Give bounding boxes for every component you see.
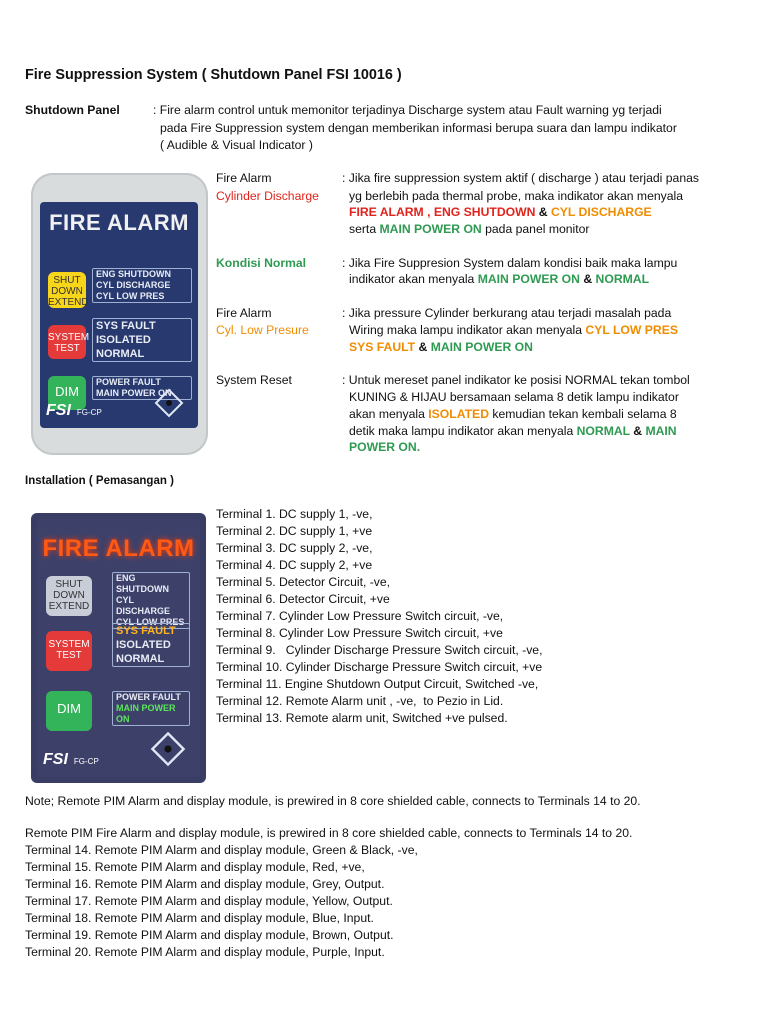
cond3-line-3: SYS FAULT & MAIN POWER ON [349, 340, 533, 354]
shutdown-extend-button-lit: SHUT DOWN EXTEND [46, 576, 92, 616]
led-power-fault: POWER FAULT [96, 377, 161, 387]
led-cyl-low-pres-lit: CYL LOW PRES [116, 617, 185, 627]
remote-terminal-item: Terminal 19. Remote PIM Alarm and display module, Brown, Output. [25, 928, 394, 942]
remote-terminal-item: Terminal 15. Remote PIM Alarm and display module, Red, +ve, [25, 860, 365, 874]
cond3-line-1: : Jika pressure Cylinder berkurang atau terjadi masalah pada [342, 306, 672, 320]
terminal-item: Terminal 10. Cylinder Discharge Pressure Switch circuit, +ve [216, 660, 543, 674]
led-normal-lit: NORMAL [116, 653, 165, 665]
led-cyl-low-pres: CYL LOW PRES [96, 291, 165, 301]
panel-photo-cased [31, 173, 208, 455]
terminal-item: Terminal 1. DC supply 1, -ve, [216, 507, 373, 521]
led-normal: NORMAL [96, 348, 145, 360]
terminal-item: Terminal 4. DC supply 2, +ve [216, 558, 373, 572]
shutdown-panel-line-2: pada Fire Suppression system dengan memberikan informasi berupa suara dan lampu indikator [160, 121, 677, 135]
led-group-mid-lit [112, 623, 190, 667]
remote-terminal-item: Terminal 20. Remote PIM Alarm and display module, Purple, Input. [25, 945, 385, 959]
cond2-line-2: indikator akan menyala MAIN POWER ON & NORMAL [349, 272, 650, 286]
dim-button-lit: DIM [46, 691, 92, 731]
cond1-label-b: Cylinder Discharge [216, 189, 319, 203]
terminal-item: Terminal 2. DC supply 1, +ve [216, 524, 373, 538]
led-group-top-lit [112, 572, 190, 629]
terminal-item: Terminal 5. Detector Circuit, -ve, [216, 575, 391, 589]
led-cyl-discharge: CYL DISCHARGE [96, 280, 171, 290]
led-group-mid [92, 318, 192, 362]
led-cyl-discharge-lit: CYL DISCHARGE [116, 595, 171, 616]
cond2-label: Kondisi Normal [216, 256, 307, 270]
cond1-line-2: yg berlebih pada thermal probe, maka indikator akan menyala [349, 189, 683, 203]
fsi-logo: FSI FG-CP [46, 402, 102, 419]
led-power-fault-lit: POWER FAULT [116, 692, 181, 702]
panel-face [40, 202, 198, 428]
remote-intro: Remote PIM Fire Alarm and display module, is prewired in 8 core shielded cable, connects to Terminals 14 to 20. [25, 826, 633, 840]
terminal-item: Terminal 11. Engine Shutdown Output Circuit, Switched -ve, [216, 677, 539, 691]
remote-terminal-item: Terminal 18. Remote PIM Alarm and display module, Blue, Input. [25, 911, 374, 925]
system-test-button: SYSTEM TEST [48, 325, 86, 359]
cond4-line-4: detik maka lampu indikator akan menyala NORMAL & MAIN [349, 424, 677, 438]
cond3-label-a: Fire Alarm [216, 306, 272, 320]
led-main-power-on-lit: MAIN POWER ON [116, 703, 176, 724]
remote-terminal-list [25, 842, 418, 961]
terminal-item: Terminal 9. Cylinder Discharge Pressure Switch circuit, -ve, [216, 643, 543, 657]
terminal-item: Terminal 6. Detector Circuit, +ve [216, 592, 390, 606]
led-main-power-on: MAIN POWER ON [96, 388, 172, 398]
led-isolated: ISOLATED [96, 334, 151, 346]
cond3-line-2: Wiring maka lampu indikator akan menyala CYL LOW PRES [349, 323, 678, 337]
dim-button: DIM [48, 376, 86, 410]
panel-face-lit [37, 519, 200, 777]
cond1-line-4: serta MAIN POWER ON pada panel monitor [349, 222, 590, 236]
cond1-line-3: FIRE ALARM , ENG SHUTDOWN & CYL DISCHARGE [349, 205, 652, 219]
remote-terminal-item: Terminal 17. Remote PIM Alarm and display module, Yellow, Output. [25, 894, 393, 908]
cond4-line-2: KUNING & HIJAU bersamaan selama 8 detik lampu indikator [349, 390, 679, 404]
cond4-label: System Reset [216, 373, 292, 387]
nav-pad-icon-lit [150, 731, 186, 767]
led-eng-shutdown-lit: ENG SHUTDOWN [116, 573, 169, 594]
installation-heading: Installation ( Pemasangan ) [25, 475, 174, 487]
system-test-button-lit: SYSTEM TEST [46, 631, 92, 671]
terminal-list [216, 506, 542, 727]
terminal-item: Terminal 12. Remote Alarm unit , -ve, to Pezio in Lid. [216, 694, 504, 708]
note: Note; Remote PIM Alarm and display module, is prewired in 8 core shielded cable, connects to Terminals 14 to 20. [25, 794, 641, 808]
shutdown-panel-line-3: ( Audible & Visual Indicator ) [160, 138, 313, 152]
led-sys-fault: SYS FAULT [96, 320, 156, 332]
remote-terminal-item: Terminal 14. Remote PIM Alarm and display module, Green & Black, -ve, [25, 843, 418, 857]
terminal-item: Terminal 13. Remote alarm unit, Switched +ve pulsed. [216, 711, 508, 725]
cond4-line-3: akan menyala ISOLATED kemudian tekan kembali selama 8 [349, 407, 677, 421]
cond3-label-b: Cyl. Low Presure [216, 323, 309, 337]
cond4-line-1: : Untuk mereset panel indikator ke posisi NORMAL tekan tombol [342, 373, 690, 387]
led-group-bottom-lit [112, 691, 190, 726]
page-title: Fire Suppression System ( Shutdown Panel FSI 10016 ) [25, 67, 402, 83]
terminal-item: Terminal 8. Cylinder Low Pressure Switch circuit, +ve [216, 626, 503, 640]
led-isolated-lit: ISOLATED [116, 639, 171, 651]
remote-terminal-item: Terminal 16. Remote PIM Alarm and display module, Grey, Output. [25, 877, 385, 891]
terminal-item: Terminal 7. Cylinder Low Pressure Switch circuit, -ve, [216, 609, 504, 623]
terminal-item: Terminal 3. DC supply 2, -ve, [216, 541, 373, 555]
panel-title: FIRE ALARM [49, 210, 189, 235]
panel-photo-lit [31, 513, 206, 783]
shutdown-panel-label: Shutdown Panel [25, 103, 120, 117]
shutdown-extend-button: SHUT DOWN EXTEND [48, 272, 86, 308]
shutdown-panel-line-1: : Fire alarm control untuk memonitor terjadinya Discharge system atau Fault warning yg terjadi [153, 103, 662, 117]
cond2-line-1: : Jika Fire Suppresion System dalam kondisi baik maka lampu [342, 256, 678, 270]
fsi-logo-lit: FSI FG-CP [43, 751, 99, 768]
cond4-line-5: POWER ON. [349, 440, 421, 454]
cond1-line-1: : Jika fire suppression system aktif ( discharge ) atau terjadi panas [342, 171, 699, 185]
panel-title-lit: FIRE ALARM [42, 535, 195, 562]
led-sys-fault-lit: SYS FAULT [116, 625, 176, 637]
cond1-label-a: Fire Alarm [216, 171, 272, 185]
nav-pad-icon [154, 388, 184, 418]
led-eng-shutdown: ENG SHUTDOWN [96, 269, 171, 279]
led-group-top [92, 268, 192, 303]
